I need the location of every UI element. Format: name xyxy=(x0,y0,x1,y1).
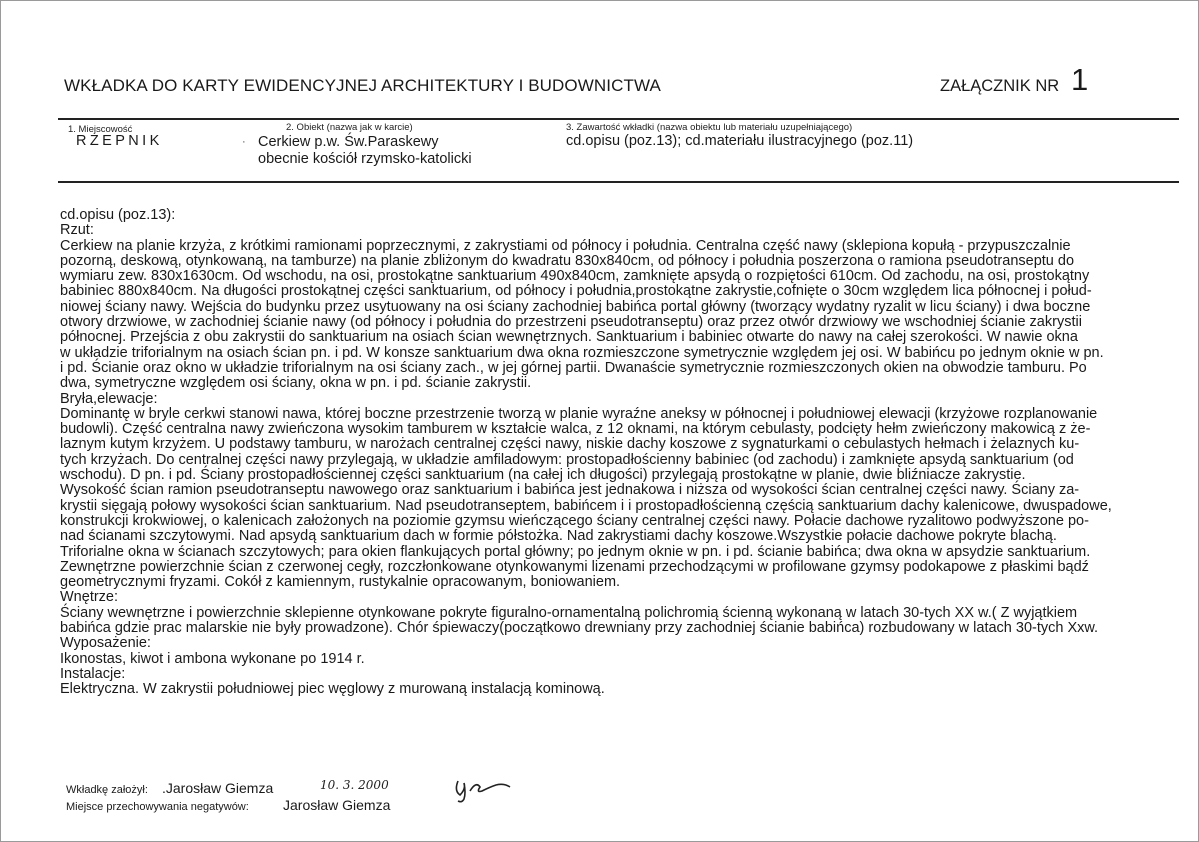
header-divider-top xyxy=(58,118,1179,120)
body-line: wymiaru zew. 830x1630cm. Od wschodu, na osi, prostokątne sanktuarium 490x840cm, zamknięte apsydą o rozpiętości 610cm. Od zachodu, na osi, prostokątny xyxy=(60,268,1090,285)
section-heading-wnetrze: Wnętrze: xyxy=(60,589,119,606)
body-line: Cerkiew na planie krzyża, z krótkimi ramionami poprzecznymi, z zakrystiami od północy i południa. Centralna część nawy (sklepiona kopułą - przypuszczalnie xyxy=(60,237,1071,254)
handwritten-date: 10. 3. 2000 xyxy=(320,778,389,792)
handwritten-date-signature xyxy=(318,775,513,803)
body-line: w układzie triforialnym na osiach ścian pn. i pd. W konsze sanktuarium dwa okna rozmieszczone symetrycznie względem jej osi. W babińcu po jednym oknie w pn. xyxy=(60,344,1104,361)
body-line: Zewnętrzne powierzchnie ścian z czerwonej cegły, rozczłonkowane otynkowanymi lizenami przechodzącymi w profilowane gzymsy podokapowe z płaskimi bądź xyxy=(60,558,1089,575)
body-line: Dominantę w bryle cerkwi stanowi nawa, której boczne przestrzenie tworzą w planie wyraźne aneksy w północnej i południowej elewacji (krzyżowe rozplanowanie xyxy=(60,405,1098,422)
object-value-line1: Cerkiew p.w. Św.Paraskewy xyxy=(258,134,439,150)
author-value: .Jarosław Giemza xyxy=(162,780,274,796)
section-heading-wyposazenie: Wyposażenie: xyxy=(60,635,151,652)
location-label: 1. Miejscowość xyxy=(68,124,133,135)
annex-number: 1 xyxy=(1071,62,1089,97)
body-line: nad ścianami szczytowymi. Nad apsydą sanktuarium dach w formie półstożka. Nad zakrystiami dachy koszowe.Wszystkie połacie dachowe pokryte blachą. xyxy=(60,528,1057,545)
author-label: Wkładkę założył: xyxy=(66,784,148,796)
body-line: Ikonostas, kiwot i ambona wykonane po 1914 r. xyxy=(60,650,365,667)
body-line: Ściany wewnętrzne i powierzchnie sklepienne otynkowane pokryte figuralno-ornamentalną polichromią ścienną wykonaną w latach 30-tych XX w.( Z wyjątkiem xyxy=(60,604,1078,621)
location-value: RZEPNIK xyxy=(76,133,163,149)
section-heading-rzut: Rzut: xyxy=(60,222,94,239)
body-line: Wysokość ścian ramion pseudotranseptu nawowego oraz sanktuarium i babińca jest jednakowa i niższa od wysokości ścian centralnej części nawy. Ściany za- xyxy=(60,482,1080,499)
body-line: wschodu). D pn. i pd. Ściany prostopadłościennej części sanktuarium (na całej ich długości) przylegają prostokątne w planie, dwie bliźniacze zakrystie. xyxy=(60,467,1026,484)
section-heading-instalacje: Instalacje: xyxy=(60,665,126,682)
body-line: Triforialne okna w ścianach szczytowych; para okien flankujących portal główny; po jednym oknie w pn. i pd. ścianie babińca; dwa okna w apsydzie sanktuarium. xyxy=(60,543,1091,560)
body-line: laznym kutym krzyżem. U podstawy tamburu, w narożach centralnej części nawy, niskie dachy koszowe z sygnaturkami o cebulastych hełmach i żelaznych ku- xyxy=(60,436,1080,453)
contents-label: 3. Zawartość wkładki (nazwa obiektu lub materiału uzupełniającego) xyxy=(566,122,853,133)
annex-label: ZAŁĄCZNIK NR xyxy=(940,77,1060,95)
contents-value: cd.opisu (poz.13); cd.materiału ilustracyjnego (poz.11) xyxy=(566,133,914,149)
object-label: 2. Obiekt (nazwa jak w karcie) xyxy=(286,122,413,133)
section-heading-bryla: Bryła,elewacje: xyxy=(60,390,158,407)
body-line: budowli). Część centralna nawy zwieńczona wysokim tamburem w kształcie walca, z 12 oknami, na którym cebulasty, podcięty hełm zwieńczony makowicą z że- xyxy=(60,421,1091,438)
bullet-mark: · xyxy=(242,136,246,148)
body-line: otwory drzwiowe, w zachodniej ścianie nawy (od północy i południa do przestrzeni pseudotranseptu) oraz przez otwór drzwiowy we wschodniej ścianie zakrystii xyxy=(60,314,1082,331)
body-line: i pd. Ścianie oraz okno w układzie triforialnym na osi ściany zach., w jej górnej partii. Dwanaście symetrycznie rozmieszczonych okien na obwodzie tamburu. Po xyxy=(60,359,1087,376)
signature-stroke-1 xyxy=(456,781,465,802)
storage-value: Jarosław Giemza xyxy=(283,797,391,813)
body-line: północnej. Przejścia z obu zakrystii do sanktuarium na osiach ścian wewnętrznych. Sanktuarium i babiniec otwarte do nawy na całej szerokości. W nawie okna xyxy=(60,329,1078,346)
header-divider-bottom xyxy=(58,181,1179,183)
body-line: babińca gdzie prac malarskie nie były prowadzone). Chór śpiewaczy(początkowo drewniany przy zachodniej ścianie babińca) rozbudowany w latach 30-tych Xxw. xyxy=(60,620,1099,637)
body-line: cd.opisu (poz.13): xyxy=(60,207,176,223)
body-line: niowej ściany nawy. Wejścia do budynku przez usytuowany na osi ściany zachodniej babińca portal główny (tworzący wydatny ryzalit w licu ściany) i dwa boczne xyxy=(60,298,1091,315)
object-value-line2: obecnie kościół rzymsko-katolicki xyxy=(258,151,472,167)
body-line: Elektryczna. W zakrystii południowej piec węglowy z murowaną instalacją kominową. xyxy=(60,681,605,698)
body-line: konstrukcji krokwiowej, o kalenicach założonych na poziomie gzymsu wieńczącego ściany centralnej części nawy. Połacie dachowe ryzalitowo podwyższone po- xyxy=(60,512,1089,529)
signature-stroke-2 xyxy=(470,784,510,791)
body-line: krystii sięgają połowy wysokości ścian sanktuarium. Nad pseudotranseptem, babińcem i i prostopadłościenną częścią sanktuarium dachy kalenicowe, dwuspadowe, xyxy=(60,497,1112,514)
description-body xyxy=(60,208,1192,698)
document-title: WKŁADKA DO KARTY EWIDENCYJNEJ ARCHITEKTURY I BUDOWNICTWA xyxy=(64,76,661,95)
storage-label: Miejsce przechowywania negatywów: xyxy=(66,801,249,813)
body-line: geometrycznymi fryzami. Cokół z kamiennym, rustykalnie opracowanym, boniowaniem. xyxy=(60,574,621,591)
body-line: tych krzyżach. Do centralnej części nawy przylegają, w układzie amfiladowym: prostopadłościenny babiniec (od zachodu) i zamknięte apsydą sanktuarium (od xyxy=(60,451,1074,468)
body-line: dwa, symetryczne względem osi ściany, okna w pn. i pd. ścianie zakrystii. xyxy=(60,375,532,392)
body-line: pozorną, deskową, otynkowaną, na tamburze) na planie zbliżonym do kwadratu 830x840cm, od północy i południa poszerzona o ramiona pseudotranseptu do xyxy=(60,252,1075,269)
body-line: babiniec 880x840cm. Na długości prostokątnej części sanktuarium, od północy i południa,prostokątne zakrystie,cofnięte o 30cm względem lica północnej i połud- xyxy=(60,283,1092,300)
